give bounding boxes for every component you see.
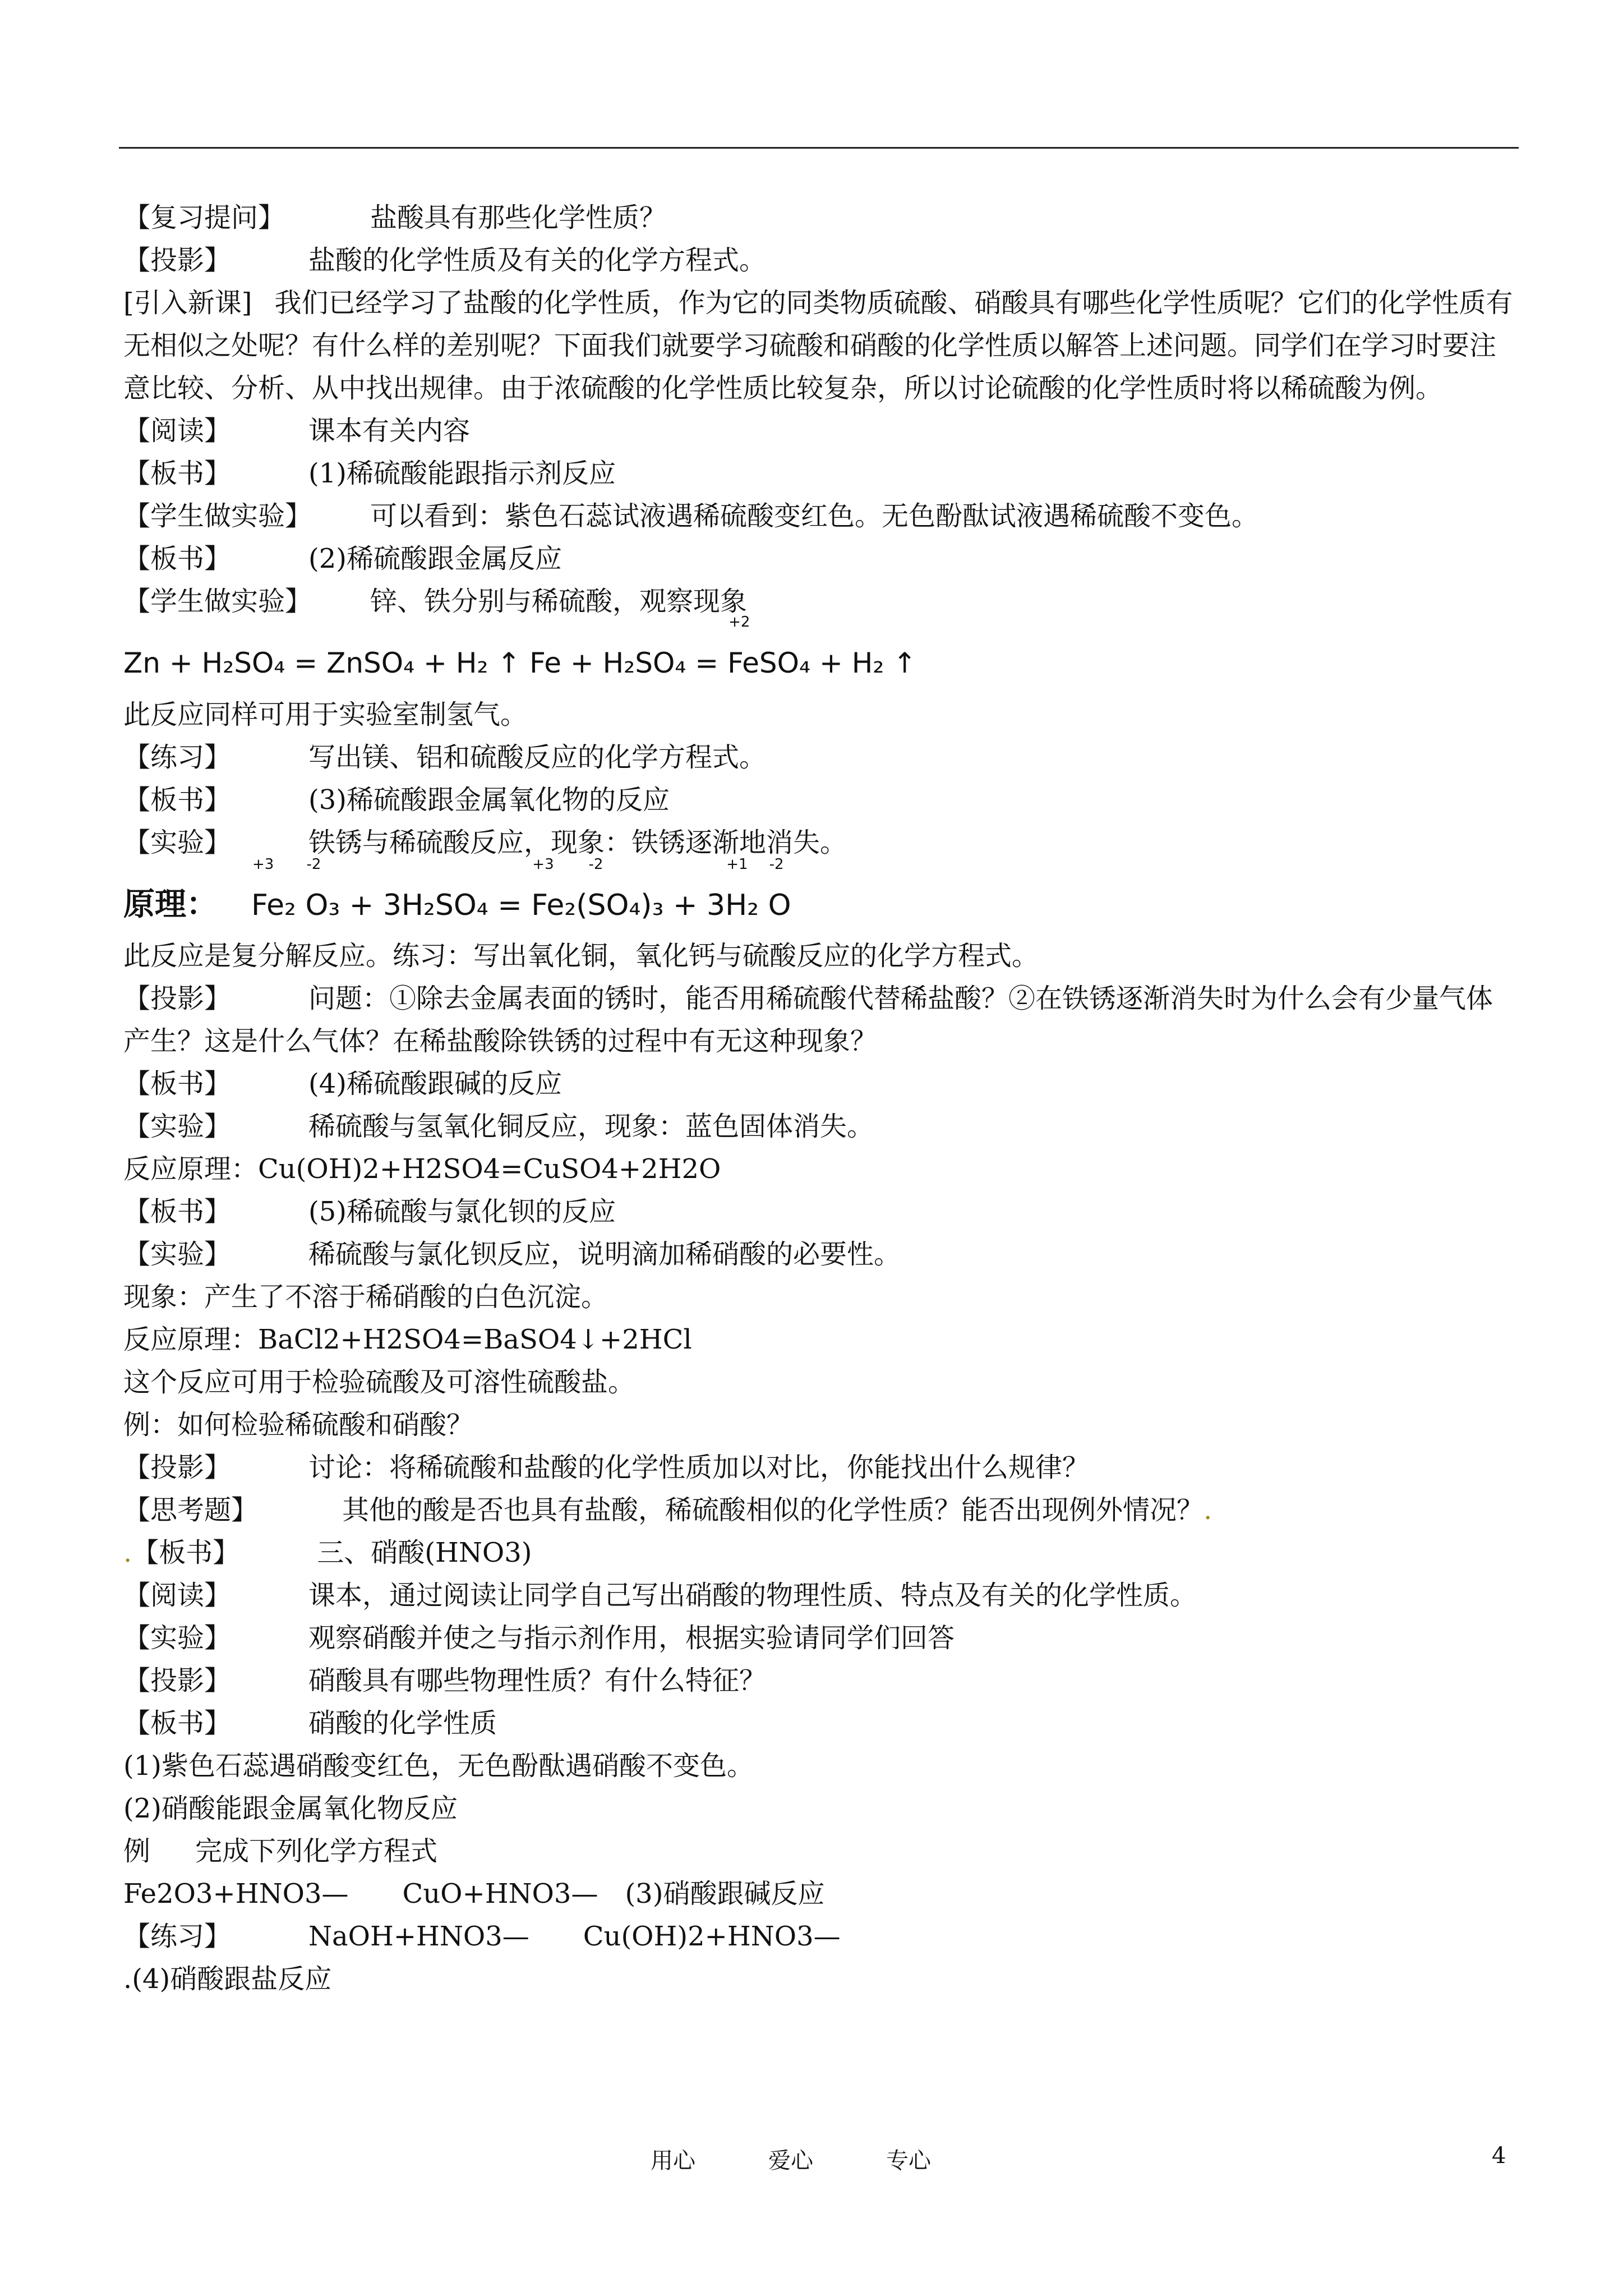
sulfate-test-note: 这个反应可用于检验硫酸及可溶性硫酸盐。 (123, 1366, 635, 1398)
board-5: 【板书】 (5)稀硫酸与氯化钡的反应 (123, 1196, 616, 1227)
reaction-principle-1: 反应原理：Cu(OH)2+H2SO4=CuSO4+2H2O (123, 1153, 721, 1185)
document-body (123, 196, 1519, 2000)
hydrogen-note: 此反应同样可用于实验室制氢气。 (123, 699, 528, 730)
experiment-4: 【实验】 观察硝酸并使之与指示剂作用，根据实验请同学们回答 (123, 1622, 955, 1654)
board-2: 【板书】 (2)稀硫酸跟金属反应 (123, 543, 562, 574)
thinking-question: 【思考题】 其他的酸是否也具有盐酸，稀硫酸相似的化学性质？能否出现例外情况？. (123, 1494, 1212, 1526)
reaction-principle-2: 反应原理：BaCl2+H2SO4=BaSO4↓+2HCl (123, 1324, 692, 1355)
equation-zinc-iron: Zn + H₂SO₄ = ZnSO₄ + H₂ ↑ Fe + H₂SO₄ = +2 FeSO₄ + H₂ ↑ (123, 614, 917, 679)
projection-questions: 【投影】 问题：①除去金属表面的锈时，能否用稀硫酸代替稀盐酸？②在铁锈逐渐消失时为什么会有少量气体产生？这是什么气体？在稀盐酸除铁锈的过程中有无这种现象？ (123, 983, 1493, 1057)
projection-1: 【投影】 盐酸的化学性质及有关的化学方程式。 (123, 245, 767, 276)
board-4: 【板书】 (4)稀硫酸跟碱的反应 (123, 1068, 562, 1099)
board-nitric-acid: .【板书】 三、硝酸(HNO3) (123, 1537, 532, 1568)
page-number: 4 (1492, 2143, 1506, 2169)
exercise-1: 【练习】 写出镁、铝和硫酸反应的化学方程式。 (123, 742, 767, 773)
footer-motto: 用心 爱心 专心 (651, 2148, 931, 2174)
nitric-property-4: .(4)硝酸跟盐反应 (123, 1963, 332, 1995)
nitric-property-1: (1)紫色石蕊遇硝酸变红色，无色酚酞遇硝酸不变色。 (123, 1750, 754, 1782)
projection-discussion: 【投影】 讨论：将稀硫酸和盐酸的化学性质加以对比，你能找出什么规律？ (123, 1452, 1090, 1483)
experiment-1: 【实验】 铁锈与稀硫酸反应，现象：铁锈逐渐地消失。 (123, 827, 847, 858)
experiment-3: 【实验】 稀硫酸与氯化钡反应，说明滴加稀硝酸的必要性。 (123, 1239, 901, 1270)
intro-paragraph: [引入新课] 我们已经学习了盐酸的化学性质，作为它的同类物质硫酸、硝酸具有哪些化学性质呢？它们的化学性质有无相似之处呢？有什么样的差别呢？下面我们就要学习硫酸和硝酸的化学性质以解答上述问题。同学们在学习时要注意比较、分析、从中找出规律。由于浓硫酸的化学性质比较复杂，所以讨论硫酸的化学性质时将以稀硫酸为例。 (123, 287, 1513, 404)
equations-blank-1: Fe2O3+HNO3— CuO+HNO3— (3)硝酸跟碱反应 (123, 1878, 825, 1910)
phenomenon: 现象：产生了不溶于稀硝酸的白色沉淀。 (123, 1281, 608, 1313)
projection-2: 【投影】 硝酸具有哪些物理性质？有什么特征？ (123, 1665, 767, 1696)
double-decomposition-note: 此反应是复分解反应。练习：写出氧化铜，氧化钙与硫酸反应的化学方程式。 (123, 940, 1039, 972)
example-2: 例 完成下列化学方程式 (123, 1835, 438, 1867)
reading-2: 【阅读】 课本，通过阅读让同学自己写出硝酸的物理性质、特点及有关的化学性质。 (123, 1580, 1197, 1611)
reading-1: 【阅读】 课本有关内容 (123, 415, 471, 447)
exercise-2: 【练习】 NaOH+HNO3— Cu(OH)2+HNO3— (123, 1921, 841, 1952)
header-rule (119, 147, 1519, 149)
board-3: 【板书】 (3)稀硫酸跟金属氧化物的反应 (123, 784, 670, 816)
example-1: 例：如何检验稀硫酸和硝酸？ (123, 1409, 474, 1441)
student-experiment-2: 【学生做实验】 锌、铁分别与稀硫酸，观察现象 (123, 586, 748, 617)
equation-rust: 原理： +3 Fe₂ -2 O₃ + 3H₂SO₄ = +3 Fe₂( -2 SO₄)₃ + 3 +1 H₂ -2 O (123, 856, 791, 923)
board-6: 【板书】 硝酸的化学性质 (123, 1708, 497, 1739)
nitric-property-2: (2)硝酸能跟金属氧化物反应 (123, 1793, 458, 1824)
student-experiment-1: 【学生做实验】 可以看到：紫色石蕊试液遇稀硫酸变红色。无色酚酞试液遇稀硫酸不变色。 (123, 500, 1259, 532)
experiment-2: 【实验】 稀硫酸与氢氧化铜反应，现象：蓝色固体消失。 (123, 1111, 874, 1142)
board-1: 【板书】 (1)稀硫酸能跟指示剂反应 (123, 458, 616, 489)
review-question: 【复习提问】 盐酸具有那些化学性质？ (123, 202, 667, 233)
